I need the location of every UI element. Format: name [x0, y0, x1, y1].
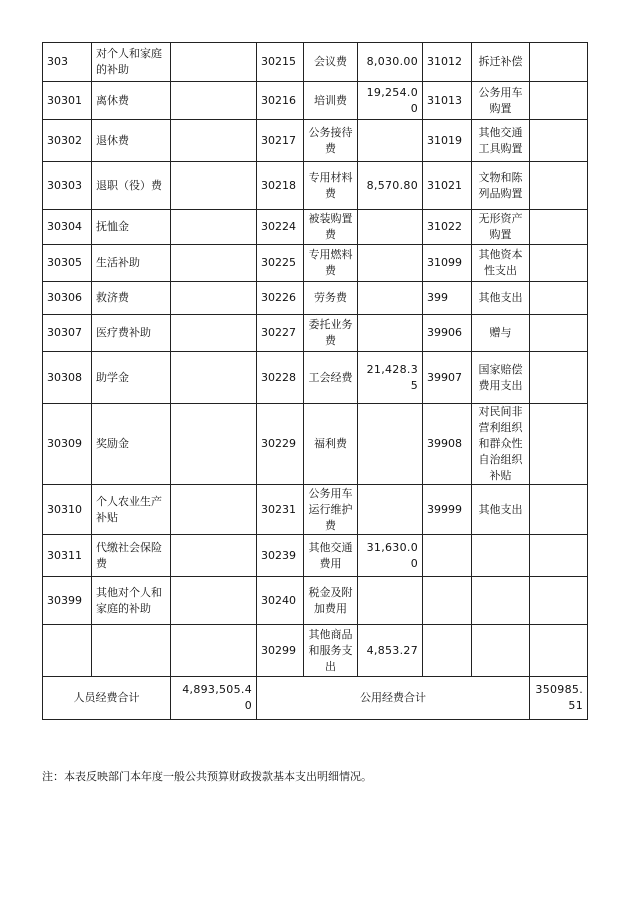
item-name-3: 无形资产购置: [472, 210, 530, 245]
table-footnote: 注：本表反映部门本年度一般公共预算财政拨款基本支出明细情况。: [42, 770, 372, 783]
item-name-2: 其他交通费用: [304, 535, 358, 577]
item-name-2: 公务用车运行维护费: [304, 485, 358, 535]
code-1: [43, 625, 92, 677]
amount-2: [358, 120, 423, 162]
item-name-3: 其他支出: [472, 282, 530, 315]
item-name-1: 医疗费补助: [92, 315, 171, 352]
amount-3: [530, 43, 588, 82]
code-2: 30215: [257, 43, 304, 82]
amount-2: [358, 315, 423, 352]
amount-3: [530, 162, 588, 210]
amount-1: [171, 282, 257, 315]
amount-3: [530, 210, 588, 245]
table-row: [43, 352, 588, 404]
amount-1: [171, 625, 257, 677]
item-name-2: 劳务费: [304, 282, 358, 315]
item-name-1: 个人农业生产补贴: [92, 485, 171, 535]
item-name-1: 退职（役）费: [92, 162, 171, 210]
code-1: 30311: [43, 535, 92, 577]
code-3: 31021: [423, 162, 472, 210]
item-name-2: 会议费: [304, 43, 358, 82]
amount-2: 31,630.00: [358, 535, 423, 577]
amount-1: [171, 82, 257, 120]
amount-2: 4,853.27: [358, 625, 423, 677]
table-row: [43, 43, 588, 82]
totals-row: [43, 677, 588, 720]
code-3: 39999: [423, 485, 472, 535]
code-3: 31022: [423, 210, 472, 245]
amount-1: [171, 245, 257, 282]
amount-2: 8,030.00: [358, 43, 423, 82]
code-1: 30305: [43, 245, 92, 282]
amount-2: [358, 577, 423, 625]
table-row: [43, 245, 588, 282]
code-1: 30307: [43, 315, 92, 352]
amount-2: [358, 485, 423, 535]
amount-1: [171, 315, 257, 352]
table-row: [43, 282, 588, 315]
code-3: 39907: [423, 352, 472, 404]
code-2: 30216: [257, 82, 304, 120]
code-3: 31099: [423, 245, 472, 282]
item-name-1: 生活补助: [92, 245, 171, 282]
item-name-3: 文物和陈列品购置: [472, 162, 530, 210]
code-2: 30239: [257, 535, 304, 577]
item-name-3: 其他支出: [472, 485, 530, 535]
amount-1: [171, 210, 257, 245]
amount-3: [530, 282, 588, 315]
table-row: [43, 120, 588, 162]
amount-2: [358, 282, 423, 315]
item-name-1: [92, 625, 171, 677]
amount-2: [358, 245, 423, 282]
amount-1: [171, 43, 257, 82]
table-row: [43, 162, 588, 210]
code-3: [423, 625, 472, 677]
item-name-3: 其他交通工具购置: [472, 120, 530, 162]
item-name-3: 对民间非营利组织和群众性自治组织补贴: [472, 404, 530, 485]
code-2: 30217: [257, 120, 304, 162]
item-name-1: 代缴社会保险费: [92, 535, 171, 577]
code-1: 30310: [43, 485, 92, 535]
item-name-3: [472, 535, 530, 577]
code-3: 399: [423, 282, 472, 315]
item-name-3: 国家赔偿费用支出: [472, 352, 530, 404]
amount-3: [530, 82, 588, 120]
public-total-value: 350985.51: [530, 677, 588, 720]
amount-3: [530, 315, 588, 352]
amount-3: [530, 120, 588, 162]
code-2: 30229: [257, 404, 304, 485]
amount-3: [530, 577, 588, 625]
amount-1: [171, 485, 257, 535]
code-1: 30303: [43, 162, 92, 210]
item-name-1: 退休费: [92, 120, 171, 162]
table-row: [43, 577, 588, 625]
code-3: 39908: [423, 404, 472, 485]
item-name-3: [472, 577, 530, 625]
item-name-1: 离休费: [92, 82, 171, 120]
item-name-3: 拆迁补偿: [472, 43, 530, 82]
item-name-2: 培训费: [304, 82, 358, 120]
code-1: 30301: [43, 82, 92, 120]
code-2: 30299: [257, 625, 304, 677]
code-1: 303: [43, 43, 92, 82]
table-row: [43, 535, 588, 577]
code-2: 30218: [257, 162, 304, 210]
code-3: 39906: [423, 315, 472, 352]
item-name-3: 其他资本性支出: [472, 245, 530, 282]
table-row: [43, 210, 588, 245]
item-name-3: 公务用车购置: [472, 82, 530, 120]
table-row: [43, 404, 588, 485]
amount-1: [171, 404, 257, 485]
item-name-2: 专用燃料费: [304, 245, 358, 282]
code-2: 30225: [257, 245, 304, 282]
amount-2: 21,428.35: [358, 352, 423, 404]
code-3: 31019: [423, 120, 472, 162]
amount-3: [530, 404, 588, 485]
amount-1: [171, 577, 257, 625]
code-3: 31012: [423, 43, 472, 82]
amount-3: [530, 485, 588, 535]
code-2: 30227: [257, 315, 304, 352]
code-1: 30304: [43, 210, 92, 245]
item-name-2: 其他商品和服务支出: [304, 625, 358, 677]
item-name-2: 福利费: [304, 404, 358, 485]
code-1: 30306: [43, 282, 92, 315]
code-3: [423, 535, 472, 577]
code-2: 30226: [257, 282, 304, 315]
item-name-1: 助学金: [92, 352, 171, 404]
amount-2: [358, 404, 423, 485]
public-total-label: 公用经费合计: [257, 677, 530, 720]
amount-1: [171, 162, 257, 210]
item-name-2: 委托业务费: [304, 315, 358, 352]
table-row: [43, 315, 588, 352]
amount-2: 8,570.80: [358, 162, 423, 210]
item-name-2: 税金及附加费用: [304, 577, 358, 625]
code-2: 30231: [257, 485, 304, 535]
code-1: 30309: [43, 404, 92, 485]
code-3: 31013: [423, 82, 472, 120]
amount-2: 19,254.00: [358, 82, 423, 120]
item-name-1: 救济费: [92, 282, 171, 315]
item-name-1: 抚恤金: [92, 210, 171, 245]
item-name-1: 奖励金: [92, 404, 171, 485]
table-row: [43, 625, 588, 677]
amount-3: [530, 245, 588, 282]
item-name-2: 被装购置费: [304, 210, 358, 245]
table-row: [43, 82, 588, 120]
item-name-2: 公务接待费: [304, 120, 358, 162]
code-2: 30240: [257, 577, 304, 625]
personnel-total-label: 人员经费合计: [43, 677, 171, 720]
item-name-1: 其他对个人和家庭的补助: [92, 577, 171, 625]
code-2: 30224: [257, 210, 304, 245]
table-row: [43, 485, 588, 535]
code-2: 30228: [257, 352, 304, 404]
item-name-3: 赠与: [472, 315, 530, 352]
item-name-3: [472, 625, 530, 677]
item-name-1: 对个人和家庭的补助: [92, 43, 171, 82]
amount-3: [530, 535, 588, 577]
amount-2: [358, 210, 423, 245]
amount-1: [171, 535, 257, 577]
code-3: [423, 577, 472, 625]
code-1: 30308: [43, 352, 92, 404]
expenditure-detail-table: [42, 42, 588, 720]
item-name-2: 专用材料费: [304, 162, 358, 210]
code-1: 30399: [43, 577, 92, 625]
item-name-2: 工会经费: [304, 352, 358, 404]
amount-1: [171, 352, 257, 404]
code-1: 30302: [43, 120, 92, 162]
personnel-total-value: 4,893,505.40: [171, 677, 257, 720]
amount-1: [171, 120, 257, 162]
amount-3: [530, 625, 588, 677]
amount-3: [530, 352, 588, 404]
